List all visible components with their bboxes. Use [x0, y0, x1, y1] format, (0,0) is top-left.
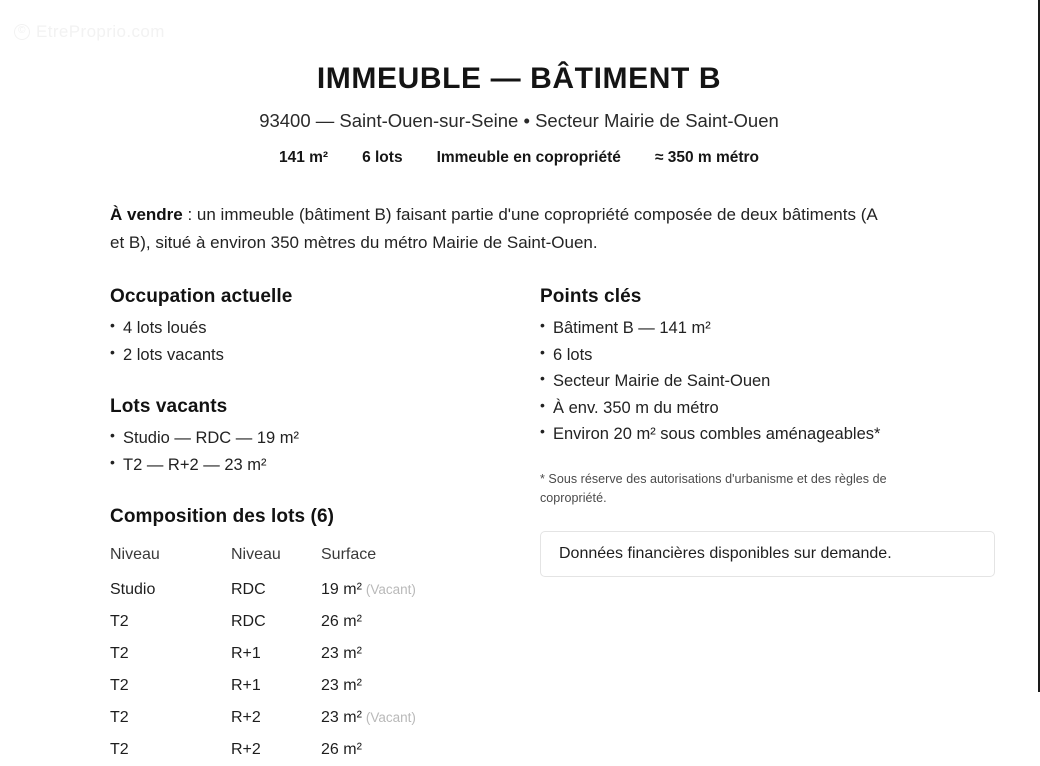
intro-lead: À vendre [110, 205, 183, 224]
occupation-list [110, 316, 540, 368]
content-columns [0, 286, 1038, 766]
cell-type: Studio [110, 581, 156, 599]
cell-surface [321, 702, 510, 734]
table-header-row [110, 542, 510, 574]
badge-distance: ≈ 350 m métro [654, 149, 760, 166]
cell-level: RDC [231, 613, 266, 631]
points-cles-list [540, 316, 930, 448]
surface-value: 23 m² [321, 645, 362, 663]
cell-type: T2 [110, 677, 129, 695]
surface-value: 26 m² [321, 613, 362, 631]
list-item: • Bâtiment B — 141 m² [540, 316, 930, 342]
cell-level: R+1 [231, 677, 261, 695]
intro-paragraph [110, 201, 880, 256]
copyright-icon: © [14, 24, 30, 40]
column-header-type: Niveau [110, 546, 160, 564]
cell-level: RDC [231, 581, 266, 599]
column-header-level: Niveau [231, 546, 281, 564]
list-item: • T2 — R+2 — 23 m² [110, 453, 540, 479]
vacant-badge: (Vacant) [365, 582, 416, 598]
list-item: • 6 lots [540, 343, 930, 369]
surface-value: 19 m² [321, 581, 362, 599]
badge-regime: Immeuble en copropriété [436, 149, 621, 166]
financial-data-box [540, 531, 995, 577]
table-row [110, 702, 510, 734]
cell-level: R+1 [231, 645, 261, 663]
list-item: • Studio — RDC — 19 m² [110, 426, 540, 452]
cell-type: T2 [110, 709, 129, 727]
badge-lots: 6 lots [362, 149, 403, 166]
composition-heading: Composition des lots (6) [110, 506, 335, 528]
column-header-surface: Surface [321, 546, 377, 564]
lots-table-body [110, 574, 510, 766]
vacants-heading: Lots vacants [110, 396, 228, 418]
right-column [540, 286, 930, 577]
lots-table [110, 542, 510, 766]
page-title: IMMEUBLE — BÂTIMENT B [316, 62, 722, 95]
cell-surface [321, 670, 510, 702]
cell-type: T2 [110, 613, 129, 631]
table-row [110, 670, 510, 702]
cell-surface [321, 606, 510, 638]
list-item: • 4 lots loués [110, 316, 540, 342]
surface-value: 23 m² [321, 677, 362, 695]
cell-surface [321, 734, 510, 766]
occupation-heading: Occupation actuelle [110, 286, 293, 308]
table-row [110, 574, 510, 606]
financial-data-text: Données financières disponibles sur demande. [559, 545, 892, 563]
list-item: • 2 lots vacants [110, 343, 540, 369]
surface-value: 26 m² [321, 741, 362, 759]
left-column [110, 286, 540, 766]
table-row [110, 606, 510, 638]
table-row [110, 638, 510, 670]
badge-row [0, 149, 1038, 167]
badge-surface: 141 m² [278, 149, 329, 166]
surface-value: 23 m² [321, 709, 362, 727]
cell-level: R+2 [231, 709, 261, 727]
vacants-list [110, 426, 540, 478]
table-row [110, 734, 510, 766]
cell-surface [321, 638, 510, 670]
footnote: * Sous réserve des autorisations d'urbanisme et des règles de copropriété. [540, 471, 887, 505]
list-item: • Environ 20 m² sous combles aménageables* [540, 422, 930, 448]
cell-level: R+2 [231, 741, 261, 759]
intro-body: : un immeuble (bâtiment B) faisant partie d'une copropriété composée de deux bâtiments (A et B), situé à environ 350 mètres du métro Mairie de Saint-Ouen. [110, 205, 877, 252]
watermark-label: EtreProprio.com [36, 22, 165, 41]
page-subtitle: 93400 — Saint-Ouen-sur-Seine • Secteur Mairie de Saint-Ouen [259, 110, 779, 131]
list-item: • Secteur Mairie de Saint-Ouen [540, 369, 930, 395]
vacant-badge: (Vacant) [365, 710, 416, 726]
points-cles-heading: Points clés [540, 286, 642, 308]
lots-table-head [110, 542, 510, 574]
cell-type: T2 [110, 741, 129, 759]
list-item: • À env. 350 m du métro [540, 396, 930, 422]
cell-type: T2 [110, 645, 129, 663]
cell-surface [321, 574, 510, 606]
